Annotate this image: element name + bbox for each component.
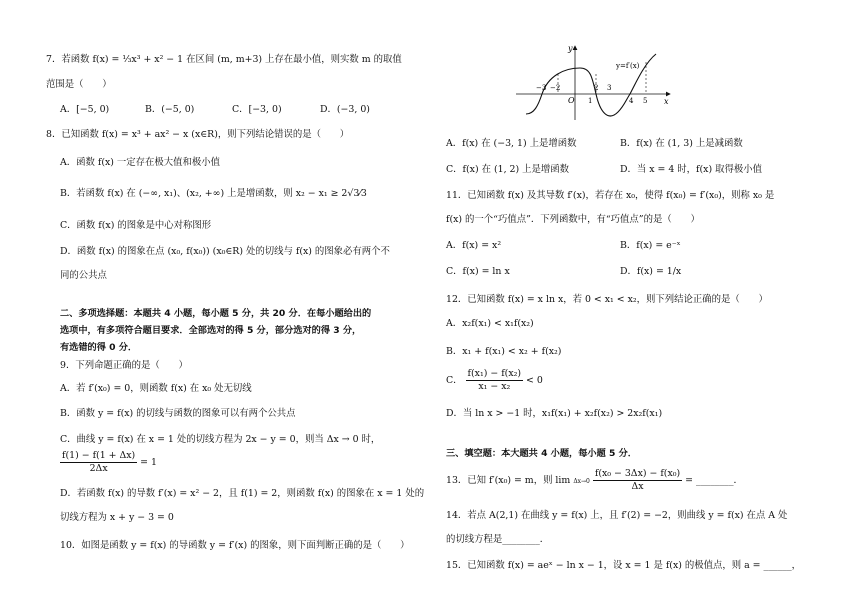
q13-fraction-numerator: f(x₀ − 3Δx) − f(x₀) <box>594 468 681 479</box>
q8-option-c: C．函数 f(x) 的图象是中心对称图形 <box>60 220 212 231</box>
q12-option-b: B．x₁ + f(x₁) < x₂ + f(x₂) <box>446 346 562 357</box>
tick-neg2: −2 <box>550 84 561 92</box>
question-13 <box>446 468 743 493</box>
question-11-cont: f(x) 的一个“巧值点”．下列函数中，有“巧值点”的是（ ） <box>446 214 700 225</box>
q9-option-a: A．若 f′(x₀) = 0，则函数 f(x) 在 x₀ 处无切线 <box>60 383 252 394</box>
q10-option-b: B．f(x) 在 (1, 3) 上是减函数 <box>620 138 743 149</box>
q9-option-c: C．曲线 y = f(x) 在 x = 1 处的切线方程为 2x − y = 0，则当 Δx → 0 时， <box>60 434 381 445</box>
question-12: 12．已知函数 f(x) = x ln x，若 0 < x₁ < x₂，则下列结论正确的是（ ） <box>446 294 768 305</box>
q8-option-d-cont: 同的公共点 <box>60 270 107 281</box>
q9-fraction-tail: = 1 <box>140 456 157 468</box>
q13-fraction-denominator: Δx <box>631 480 644 492</box>
tick-5: 5 <box>643 97 648 105</box>
tick-4: 4 <box>629 97 634 105</box>
q8-option-d: D．函数 f(x) 的图象在点 (x₀, f(x₀)) (x₀∈R) 处的切线与 f(x) 的图象必有两个不 <box>60 246 390 257</box>
question-14-cont: 的切线方程是________． <box>446 534 550 545</box>
q11-option-a: A．f(x) = x² <box>446 240 502 251</box>
origin-label: O <box>568 96 575 105</box>
q10-option-d: D．当 x = 4 时，f(x) 取得极小值 <box>620 164 762 175</box>
q7-option-a: A．[−5, 0) <box>60 104 110 115</box>
question-10: 10．如图是函数 y = f(x) 的导函数 y = f′(x) 的图象，则下面判断正确的是（ ） <box>60 540 410 551</box>
q12-option-d: D．当 ln x > −1 时，x₁f(x₁) + x₂f(x₂) > 2x₂f(x₁) <box>446 408 663 419</box>
q11-option-b: B．f(x) = e⁻ˣ <box>620 240 681 251</box>
q9-fraction-denominator: 2Δx <box>89 462 108 474</box>
question-7: 7．若函数 f(x) = ⅓x³ + x² − 1 在区间 (m, m+3) 上存在最小值，则实数 m 的取值 <box>46 54 402 65</box>
section-2-heading: 二、多项选择题：本题共 4 小题，每小题 5 分，共 20 分．在每小题给出的 <box>60 308 372 319</box>
q7-option-c: C．[−3, 0) <box>232 104 282 115</box>
q9-fraction <box>60 450 137 475</box>
y-axis-label: y <box>568 44 573 53</box>
q7-option-d: D．(−3, 0) <box>320 104 370 115</box>
q10-option-c: C．f(x) 在 (1, 2) 上是增函数 <box>446 164 570 175</box>
question-14: 14．若点 A(2,1) 在曲线 y = f(x) 上，且 f′(2) = −2，则曲线 y = f(x) 在点 A 处 <box>446 510 788 521</box>
q9-option-d-cont: 切线方程为 x + y − 3 = 0 <box>60 512 174 523</box>
tick-2: 2 <box>594 84 599 92</box>
question-11: 11．已知函数 f(x) 及其导数 f′(x)，若存在 x₀，使得 f(x₀) = f′(x₀)，则称 x₀ 是 <box>446 190 775 201</box>
q12-fraction-denominator: x₁ − x₂ <box>478 380 511 392</box>
section-3-heading: 三、填空题：本大题共 4 小题，每小题 5 分． <box>446 448 637 459</box>
q10-option-a: A．f(x) 在 (−3, 1) 上是增函数 <box>446 138 577 149</box>
x-axis-label: x <box>664 97 669 106</box>
section-2-heading-cont2: 有选错的得 0 分． <box>60 342 138 353</box>
q12-fraction-numerator: f(x₁) − f(x₂) <box>467 368 522 379</box>
q12-fraction-tail: < 0 <box>526 374 543 386</box>
q9-option-d: D．若函数 f(x) 的导数 f′(x) = x² − 2，且 f(1) = 2，则函数 f(x) 的图象在 x = 1 处的 <box>60 488 425 499</box>
q13-fraction <box>593 468 682 493</box>
tick-1: 1 <box>588 97 593 105</box>
section-2-heading-cont: 选项中，有多项符合题目要求．全部选对的得 5 分，部分选对的得 3 分， <box>60 325 362 336</box>
q7-option-b: B．(−5, 0) <box>145 104 195 115</box>
tick-neg3: −3 <box>536 84 547 92</box>
q11-option-c: C．f(x) = ln x <box>446 266 510 277</box>
q9-option-b: B．函数 y = f(x) 的切线与函数的图象可以有两个公共点 <box>60 408 296 419</box>
q12-option-c <box>446 368 543 393</box>
q13-prefix: 13．已知 f′(x₀) = m，则 lim <box>446 474 571 486</box>
q11-option-d: D．f(x) = 1/x <box>620 266 682 277</box>
q13-limit-subscript: Δx→0 <box>573 477 590 485</box>
question-7-cont: 范围是（ ） <box>46 79 112 90</box>
q12-option-a: A．x₂f(x₁) < x₁f(x₂) <box>446 318 534 329</box>
tick-3: 3 <box>607 84 612 92</box>
question-9: 9．下列命题正确的是（ ） <box>60 360 188 371</box>
q9-option-c-formula <box>60 450 157 475</box>
q12-fraction <box>466 368 523 393</box>
q8-option-b: B．若函数 f(x) 在 (−∞, x₁)、(x₂, +∞) 上是增函数，则 x₂ − x₁ ≥ 2√3⁄3 <box>60 188 367 199</box>
derivative-graph <box>512 40 680 122</box>
q13-answer-blank: = ________． <box>685 474 743 486</box>
q8-option-a: A．函数 f(x) 一定存在极大值和极小值 <box>60 157 221 168</box>
question-15: 15．已知函数 f(x) = aeˣ − ln x − 1，设 x = 1 是 f(x) 的极值点，则 a = ______， <box>446 560 802 571</box>
question-8: 8．已知函数 f(x) = x³ + ax² − x (x∈R)，则下列结论错误的是（ ） <box>46 129 350 140</box>
curve-label: y=f′(x) <box>616 62 640 70</box>
q12-option-c-label: C． <box>446 374 463 386</box>
q9-fraction-numerator: f(1) − f(1 + Δx) <box>62 450 136 461</box>
